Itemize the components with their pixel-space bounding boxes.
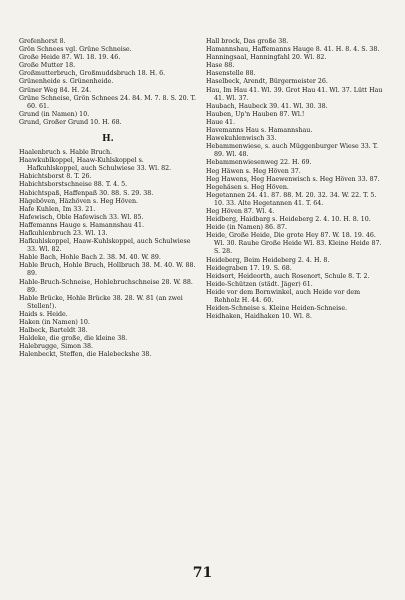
index-entry: Heide (in Namen) 86. 87. <box>206 224 288 232</box>
index-entry: Haffemanns Hauge s. Hamannshau 41. <box>19 221 145 229</box>
index-entry: Habichtsborst 8. T. 26. <box>19 173 92 181</box>
index-entry: Heidberg, Haidbarg s. Heideberg 2. 4. 10. H. 8. 10. <box>206 216 371 224</box>
index-entry: Heide vor dem Bornwinkel, auch Heide vor dem Rehholz H. 44. 60. <box>206 288 361 304</box>
index-entry: Heg Hawens, Heg Haewenwisch s. Heg Höven 33. 87. <box>206 175 380 183</box>
index-entry: Halebrugge, Simon 38. <box>19 343 94 351</box>
index-entry: Hafkuhlenbruch 23. Wl. 13. <box>19 229 108 237</box>
index-entry: Grünenheide s. Grünenheide. <box>19 78 114 86</box>
index-entry: Hegetannen 24. 41. 87. 88. M. 20. 32. 34. W. 22. T. 5. 10. 33. Alte Hegetannen 41. T. 64. <box>206 191 377 207</box>
index-entry: Hegehäsen s. Heg Höven. <box>206 183 289 191</box>
index-entry: Heg Häwen s. Heg Höven 37. <box>206 167 301 175</box>
index-entry: Hebammenwiese, s. auch Müggenburger Wiese 33. T. 89. Wl. 48. <box>206 143 379 159</box>
index-entry: Hase 88. <box>206 62 235 70</box>
index-entry: Hägeböven, Häzhöven s. Heg Höven. <box>19 197 139 205</box>
index-entry: Haawkublkoppel, Haaw-Kuhlskoppel s. Hafkuhlskoppel, auch Schulwiese 33. Wl. 82. <box>19 157 172 173</box>
index-entry: Grund, Großer Grund 10. H. 68. <box>19 118 122 126</box>
index-entry: Heiden-Schneise s. Kleine Heiden-Schneise. <box>206 305 348 313</box>
index-entry: Hable Bach, Hohle Bach 2. 38. M. 40. W. 89. <box>19 254 161 262</box>
index-entry: Hasenstelle 88. <box>206 70 256 78</box>
index-entry: Große Mutter 18. <box>19 62 76 70</box>
index-entry: Hafe Kuhlen, Im 33. 21. <box>19 205 96 213</box>
index-entry: Grön Schnees vgl. Grüne Schneise. <box>19 46 132 54</box>
index-entry: Hauben, Up'n Hauben 87. Wl.! <box>206 110 305 118</box>
index-entry: Habichtspaß, Haffenpaß 30. 88. S. 29. 38. <box>19 189 154 197</box>
index-entry: Halenbeckt, Steffen, die Halebeckshe 38. <box>19 351 152 359</box>
index-entry: Grefenhorst 8. <box>19 38 66 45</box>
index-entry: Heidegraben 17. 19. S. 68. <box>206 264 292 272</box>
index-entry: Haselbeck, Arendt, Bürgermeister 26. <box>206 78 328 86</box>
index-entry: Habichtsborstschneise 88. T. 4. 5. <box>19 181 128 189</box>
index-entry: Havemanns Hau s. Hamannshau. <box>206 127 313 135</box>
index-entry: Großmutterbruch, Großmuddsbruch 18. H. 6. <box>19 70 166 78</box>
index-entry: Hable Brücke, Hohle Brücke 38. 28. W. 81 (an zwei Stellen!). <box>19 294 183 310</box>
index-entry: Haalenbruch s. Hable Bruch. <box>19 149 113 157</box>
section-heading: H. <box>102 134 114 145</box>
index-entry: Hanningsaal, Hanningfahl 20. Wl. 82. <box>206 54 327 62</box>
index-entry: Heide-Schützen (städt. Jäger) 61. <box>206 280 313 288</box>
index-entry: Heidsort, Heideorth, auch Rosenort, Schule 8. T. 2. <box>206 272 370 280</box>
index-entry: Haldeke, die große, die kleine 38. <box>19 335 128 343</box>
index-entry: Haken (in Namen) 10. <box>19 319 90 326</box>
index-entry: Grüne Schneise, Grön Schnees 24. 84. M. 7. 8. S. 20. T. 60. 61. <box>19 94 196 110</box>
index-entry: Haue 41. <box>206 118 236 126</box>
index-entry: Grund (in Namen) 10. <box>19 110 90 118</box>
page-number: 71 <box>192 565 213 581</box>
index-entry: Hable Bruch, Hohle Bruch, Hollbruch 38. M. 40. W. 88. 89. <box>19 262 196 278</box>
index-entry: Grüner Weg 84. H. 24. <box>19 86 92 94</box>
index-entry: Heidhaken, Haidhaken 10. Wl. 8. <box>206 313 312 321</box>
index-entry: Hawekuhlenwisch 33. <box>206 135 277 143</box>
index-entry: Haids s. Heide. <box>19 310 68 318</box>
index-entry: Hebammenwiesenweg 22. H. 69. <box>206 159 312 167</box>
index-entry: Hamannshau, Haffemanns Hauge 8. 41. H. 8. 4. S. 38. <box>206 46 380 54</box>
index-entry: Halbeck, Barteldt 38. <box>19 327 88 335</box>
left-entries <box>19 149 197 359</box>
left-top-entries <box>19 38 197 127</box>
index-entry: Hafewisch, Oble Hafewisch 33. Wl. 85. <box>19 213 144 221</box>
right-column <box>206 38 384 321</box>
index-entry: Hable-Bruch-Schneise, Hohlebruchschneise 28. W. 88. 89. <box>19 278 193 294</box>
left-column <box>19 38 197 359</box>
index-entry: Hau, Im Hau 41. Wl. 39. Grot Hau 41. Wl. 37. Lütt Hau 41. Wl. 37. <box>206 86 383 102</box>
index-entry: Haubach, Haubeck 39. 41. Wl. 30. 38. <box>206 102 328 110</box>
index-entry: Heg Höven 87. Wl. 4. <box>206 207 275 215</box>
index-entry: Hafkuhlskoppel, Haaw-Kuhlskoppel, auch Schulwiese 33. Wl. 82. <box>19 238 191 254</box>
index-entry: Heide, Große Heide, Die grote Hey 87. W. 18. 19. 46. Wl. 30. Rauhe Große Heide Wl. 83. Kleine Heide 87. S. 28. <box>206 232 382 256</box>
index-entry: Hall brock, Das große 38. <box>206 38 289 45</box>
index-entry: Große Heide 87. Wl. 18. 19. 46. <box>19 54 121 62</box>
index-entry: Heideberg, Beim Heideberg 2. 4. H. 8. <box>206 256 330 264</box>
